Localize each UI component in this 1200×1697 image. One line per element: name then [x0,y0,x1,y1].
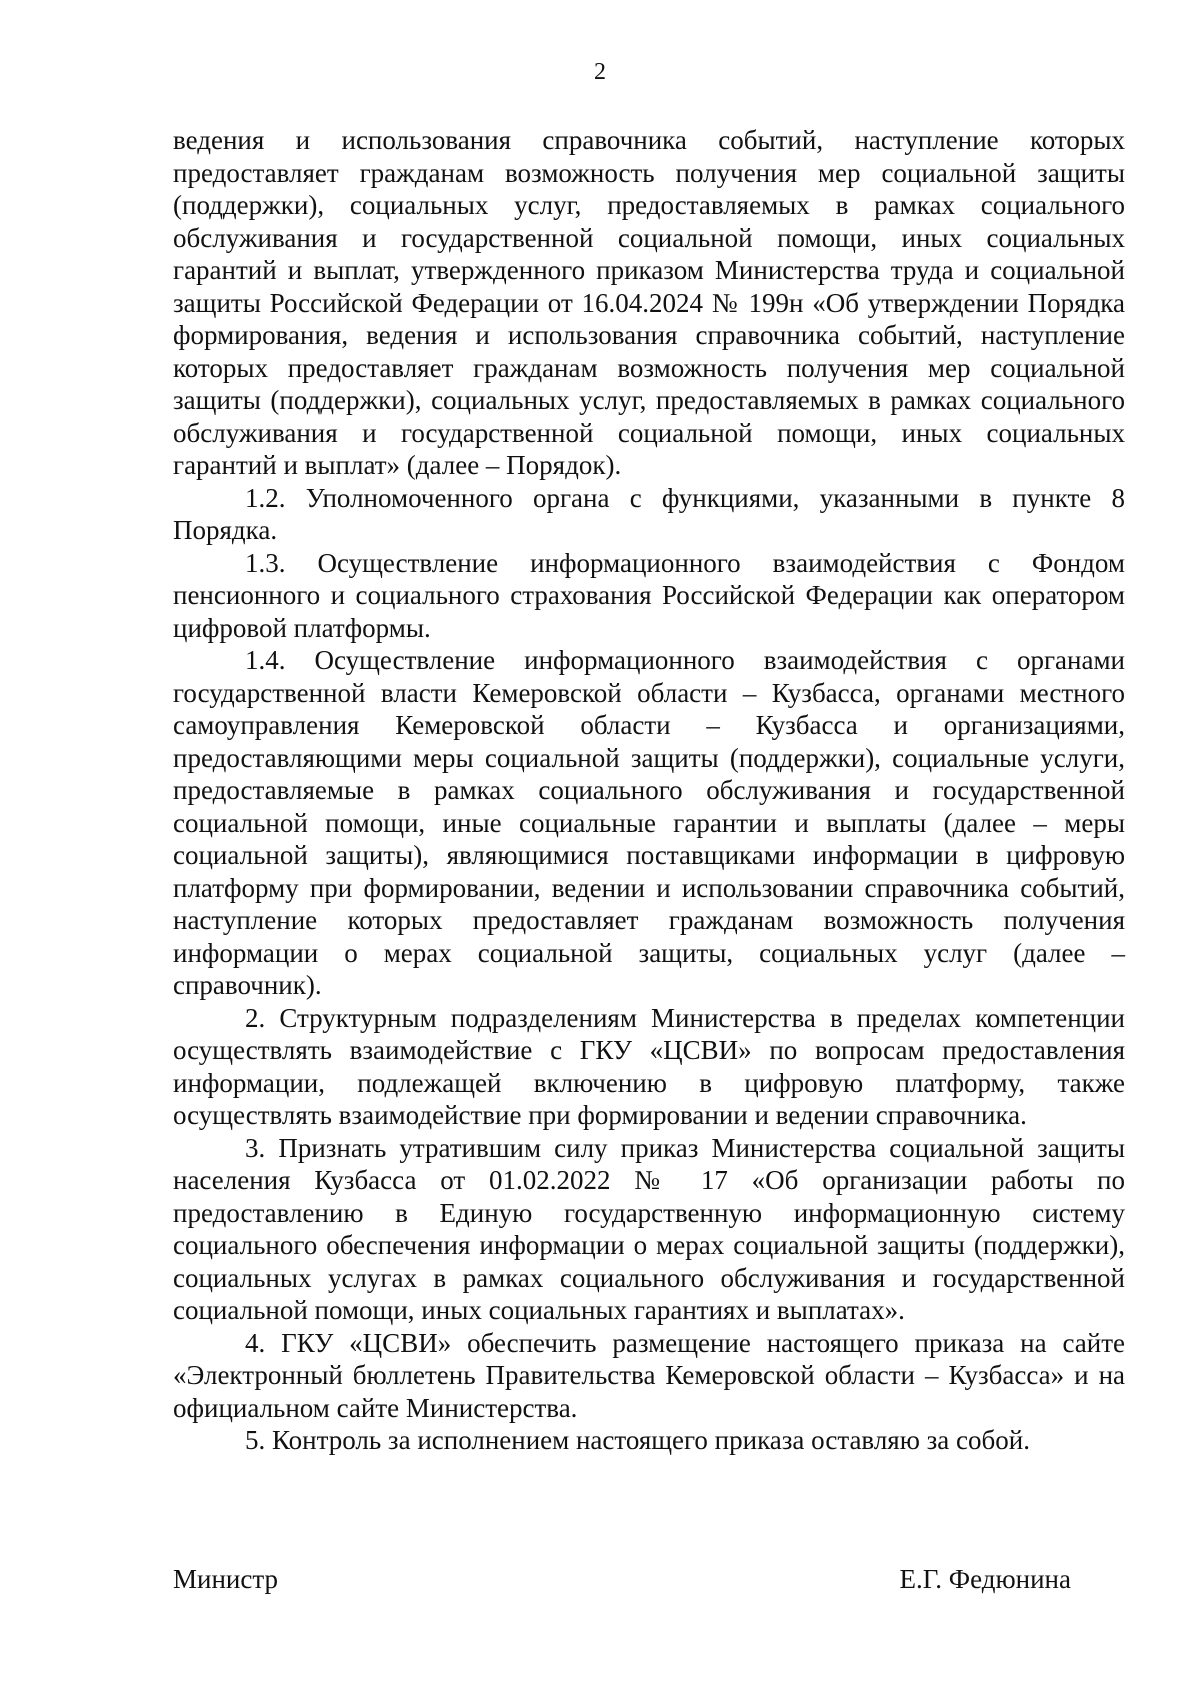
page-number: 2 [594,59,606,85]
paragraph-item-3: 3. Признать утратившим силу приказ Министерства социальной защиты населения Кузбасса от 01.02.2022 № 17 «Об организации работы по предоставлению в Единую государственную информационную систему социального обеспечения информации о мерах социальной защиты (поддержки), социальных услугах в рамках социального обслуживания и государственной социальной помощи, иных социальных гарантиях и выплатах». [173,1132,1125,1325]
paragraph-item-2: 2. Структурным подразделениям Министерства в пределах компетенции осуществлять взаимодействие с ГКУ «ЦСВИ» по вопросам предоставления информации, подлежащей включению в цифровую платформу, также осуществлять взаимодействие при формировании и ведении справочника. [173,1002,1125,1130]
signatory-position: Министр [173,1564,278,1594]
paragraph-continuation: ведения и использования справочника событий, наступление которых предоставляет гражданам возможность получения мер социальной защиты (поддержки), социальных услуг, предоставляемых в рамках социального обслуживания и государственной социальной помощи, иных социальных гарантий и выплат, утвержденного приказом Министерства труда и социальной защиты Российской Федерации от 16.04.2024 № 199н «Об утверждении Порядка формирования, ведения и использования справочника событий, наступление которых предоставляет гражданам возможность получения мер социальной защиты (поддержки), социальных услуг, предоставляемых в рамках социального обслуживания и государственной социальной помощи, иных социальных гарантий и выплат» (далее – Порядок). [173,125,1125,480]
signatory-name: Е.Г. Федюнина [899,1564,1071,1594]
paragraph-item-1-3: 1.3. Осуществление информационного взаимодействия с Фондом пенсионного и социального страхования Российской Федерации как оператором цифровой платформы. [173,547,1125,643]
paragraph-item-5: 5. Контроль за исполнением настоящего приказа оставляю за собой. [245,1425,1030,1455]
document-body [173,124,1125,1457]
paragraph-item-1-2: 1.2. Уполномоченного органа с функциями, указанными в пункте 8 Порядка. [173,482,1125,545]
paragraph-item-4: 4. ГКУ «ЦСВИ» обеспечить размещение настоящего приказа на сайте «Электронный бюллетень Правительства Кемеровской области – Кузбасса» и на официальном сайте Министерства. [173,1327,1125,1423]
paragraph-item-1-4: 1.4. Осуществление информационного взаимодействия с органами государственной власти Кемеровской области – Кузбасса, органами местного самоуправления Кемеровской области – Кузбасса и организациями, предоставляющими меры социальной защиты (поддержки), социальные услуги, предоставляемые в рамках социального обслуживания и государственной социальной помощи, иные социальные гарантии и выплаты (далее – меры социальной защиты), являющимися поставщиками информации в цифровую платформу при формировании, ведении и использовании справочника событий, наступление которых предоставляет гражданам возможность получения информации о мерах социальной защиты, социальных услуг (далее – справочник). [173,645,1125,1000]
